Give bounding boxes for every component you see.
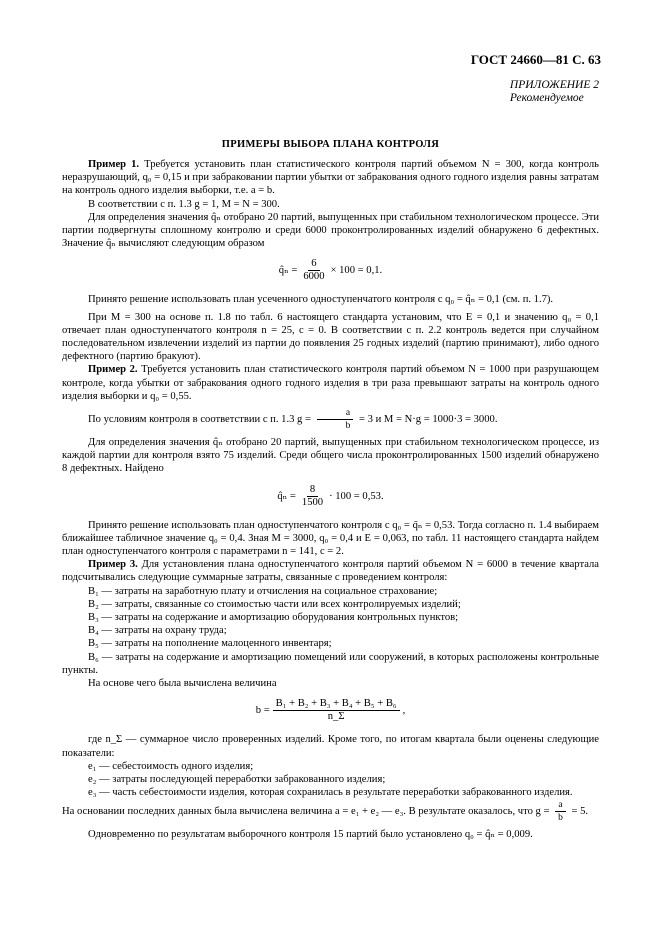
formula-3 bbox=[62, 698, 599, 723]
formula-1-fraction bbox=[300, 258, 327, 283]
example-2-label: Пример 2. bbox=[88, 364, 138, 376]
example-2-p3: Для определения значения q̂ₙ отобрано 20 партий, выпущенных при стабильном технологическом процессе, из каждой партии для контроля взято 75 изделий. Среди общего числа проконтролированных 1500 изделий обнаружено 8 дефектных. Найдено bbox=[62, 437, 599, 475]
formula-2-denominator: 1500 bbox=[301, 496, 324, 508]
example-2-intro bbox=[62, 363, 599, 403]
indicator-item: e₁ — себестоимость одного изделия; bbox=[88, 760, 254, 772]
formula-3-denominator: n_Σ bbox=[327, 711, 345, 723]
example-1-p2: В соответствии с п. 1.3 g = 1, M = N = 300. bbox=[88, 198, 280, 210]
example-2-p2-post: = 3 и M = N·g = 1000·3 = 3000. bbox=[359, 413, 498, 425]
example-2-g-numerator: a bbox=[317, 407, 353, 420]
cost-item: B₄ — затраты на охрану труда; bbox=[88, 625, 227, 637]
example-2-p2 bbox=[62, 407, 599, 432]
example-3-text: Для установления плана одноступенчатого контроля партий объемом N = 6000 в течение квартала подсчитывались следующие суммарные затраты, связанные с проведением контроля: bbox=[62, 559, 600, 584]
example-1-p4: Принято решение использовать план усеченного одноступенчатого контроля с q₀ = q̂ₙ = 0,1 (см. п. 1.7). bbox=[88, 294, 554, 306]
appendix-title: ПРИЛОЖЕНИЕ 2 bbox=[509, 79, 599, 91]
indicator-item: e₂ — затраты последующей переработки забракованного изделия; bbox=[88, 773, 386, 785]
example-1-label: Пример 1. bbox=[88, 159, 140, 170]
example-2-text: Требуется установить план статистического контроля партий объемом N = 1000 при разрушающем контроле, когда убытки от забракования одного годного изделия в три раза превышают затраты на контроль одного изделия выборки и q₀ = 0,55. bbox=[62, 364, 599, 402]
formula-2 bbox=[62, 484, 599, 509]
formula-3-left: b = bbox=[255, 705, 270, 717]
example-1-intro bbox=[62, 158, 599, 198]
document-title: ПРИМЕРЫ ВЫБОРА ПЛАНА КОНТРОЛЯ bbox=[221, 139, 440, 150]
example-1-p3: Для определения значения q̂ₙ отобрано 20 партий, выпущенных при стабильном технологическом процессе. Эти партии подвергнуты сплошному контролю и среди 6000 проконтролированных изделий обнаружено 6 дефектных. Значение q̂ₙ вычисляют следующим образом bbox=[62, 211, 599, 250]
page-header: ГОСТ 24660—81 С. 63 bbox=[470, 52, 601, 67]
formula-2-right: · 100 = 0,53. bbox=[329, 490, 384, 502]
cost-item: B₆ — затраты на содержание и амортизацию помещений или сооружений, в которых расположены контрольные пункты. bbox=[62, 651, 599, 676]
cost-item: B₃ — затраты на содержание и амортизацию оборудования контрольных пунктов; bbox=[88, 612, 459, 624]
example-3-p2: На основе чего была вычислена величина bbox=[88, 678, 277, 690]
formula-1-right: × 100 = 0,1. bbox=[330, 265, 383, 277]
example-3-g-fraction bbox=[555, 799, 566, 824]
formula-3-numerator: B₁ + B₂ + B₃ + B₄ + B₅ + B₆ bbox=[273, 698, 400, 711]
cost-item: B₁ — затраты на заработную плату и отчисления на социальное страхование; bbox=[88, 585, 438, 597]
cost-item: B₅ — затраты на пополнение малоценного инвентаря; bbox=[88, 638, 332, 650]
example-2-g-denominator: b bbox=[345, 421, 351, 432]
example-1-text: Требуется установить план статистического контроля партий объемом N = 300, когда контроль неразрушающий, q₀ = 0,15 и при забраковании партии убытки от забракования одного годного изделия равны затратам на контроль одного изделия выборки, т.е. a = b. bbox=[62, 159, 599, 197]
appendix-subtitle: Рекомендуемое bbox=[509, 92, 584, 104]
formula-1-denominator: 6000 bbox=[303, 271, 325, 283]
example-2-p2-pre: По условиям контроля в соответствии с п. 1.3 g = bbox=[88, 413, 311, 425]
example-3-intro bbox=[62, 558, 599, 584]
example-3-g-denominator: b bbox=[558, 813, 563, 824]
example-2-p4: Принято решение использовать план одноступенчатого контроля с q₀ = q̃ₙ = 0,53. Тогда согласно п. 1.4 выбираем ближайшее табличное значение q₀ = 0,4. Зная M = 3000, q₀ = 0,4 и E = 0,063, по табл. 11 настоящего стандарта найдем план одноступенчатого контроля с параметрами n = 141, c = 2. bbox=[62, 519, 599, 558]
formula-1-left: q̂ₙ = bbox=[278, 265, 298, 277]
formula-1-numerator: 6 bbox=[308, 258, 319, 271]
formula-2-numerator: 8 bbox=[307, 484, 318, 497]
example-3-g-numerator: a bbox=[555, 799, 565, 812]
example-3-p4-post: = 5. bbox=[571, 806, 589, 818]
example-3-p4 bbox=[62, 799, 599, 824]
formula-2-fraction bbox=[299, 484, 326, 509]
formula-2-left: q̂ₙ = bbox=[277, 490, 296, 502]
formula-3-fraction bbox=[273, 698, 400, 723]
indicator-item: e₃ — часть себестоимости изделия, которая сохранилась в результате переработки забракованного изделия. bbox=[88, 787, 573, 799]
document-body bbox=[62, 158, 599, 842]
appendix-label bbox=[510, 79, 599, 105]
cost-item: B₂ — затраты, связанные со стоимостью части или всех контролируемых изделий; bbox=[88, 598, 461, 610]
example-3-label: Пример 3. bbox=[88, 559, 138, 571]
example-3-p5: Одновременно по результатам выборочного контроля 15 партий было установлено q₀ = q̂ₙ = 0,009. bbox=[88, 829, 533, 841]
formula-3-right: , bbox=[402, 705, 406, 717]
example-2-g-fraction bbox=[317, 407, 354, 432]
example-3-p3: где n_Σ — суммарное число проверенных изделий. Кроме того, по итогам квартала были оценены следующие показатели: bbox=[62, 734, 599, 759]
example-3-p4-text: На основании последних данных была вычислена величина a = e₁ + e₂ — e₃. В результате оказалось, что g = bbox=[62, 806, 550, 818]
example-1-p5: При M = 300 на основе п. 1.8 по табл. 6 настоящего стандарта установим, что E = 0,1 и значению q₀ = 0,1 отвечает план одноступенчатого контроля n = 25, c = 0. В соответствии с п. 2.2 контроль ведется при случайном последовательном извлечении изделий из партии до появления 25 годных изделий (партию принимают), либо одного дефектного (партию бракуют). bbox=[62, 311, 599, 363]
formula-1 bbox=[62, 258, 599, 283]
